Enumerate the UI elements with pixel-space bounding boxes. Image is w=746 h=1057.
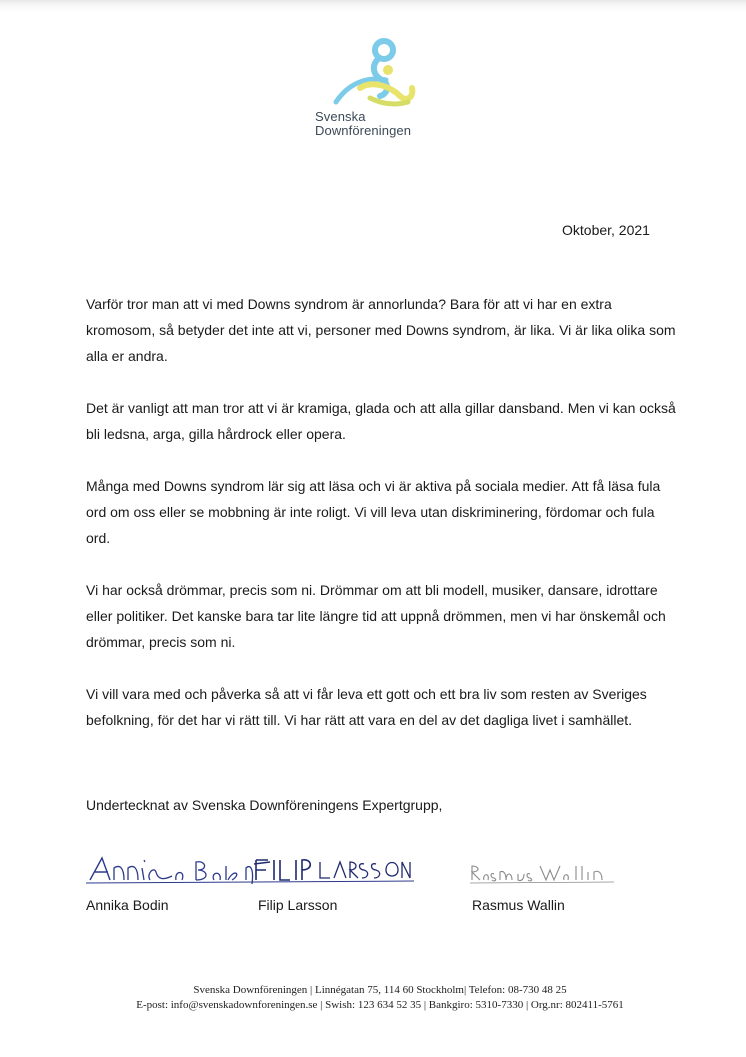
letter-date: Oktober, 2021 <box>562 222 650 238</box>
paragraph: Varför tror man att vi med Downs syndrom är annorlunda? Bara för att vi har en extra kromosom, så betyder det inte att vi, personer med Downs syndrom, är lika. Vi är lika olika som alla er andra. <box>86 296 676 364</box>
paragraph: Många med Downs syndrom lär sig att läsa och vi är aktiva på sociala medier. Att få läsa fula ord om oss eller se mobbning är inte roligt. Vi vill leva utan diskriminering, fördomar och fula ord. <box>86 478 661 546</box>
signature-filip-larsson <box>252 856 412 884</box>
signatory-name: Filip Larsson <box>258 897 338 913</box>
paragraph: Vi har också drömmar, precis som ni. Drömmar om att bli modell, musiker, dansare, idrottare eller politiker. Det kanske bara tar lite längre tid att uppnå drömmen, men vi har önskemål och drömmar, precis som ni. <box>86 582 666 650</box>
logo-line-2: Downföreningen <box>315 123 412 138</box>
signature-rasmus-wallin <box>468 862 618 888</box>
paragraph: Det är vanligt att man tror att vi är kramiga, glada och att alla gillar dansband. Men vi kan också bli ledsna, arga, gilla hårdrock eller opera. <box>86 400 676 442</box>
footer-contact: E-post: info@svenskadownforeningen.se | Swish: 123 634 52 35 | Bankgiro: 5310-7330 | Org.nr: 802411-5761 <box>136 999 624 1011</box>
organization-logo <box>310 36 440 148</box>
paragraph: Vi vill vara med och påverka så att vi får leva ett gott och ett bra liv som resten av Sveriges befolkning, för det har vi rätt till. Vi har rätt att vara en del av det dagliga livet i samhället. <box>86 686 647 728</box>
logo-line-1: Svenska <box>315 109 366 124</box>
logo-figure-icon <box>330 36 420 114</box>
signatory-name: Annika Bodin <box>86 897 169 913</box>
logo-wordmark <box>315 110 411 138</box>
footer-address: Svenska Downföreningen | Linnégatan 75, 114 60 Stockholm| Telefon: 08-730 48 25 <box>193 984 567 996</box>
letter-body <box>86 291 676 759</box>
signatory-name: Rasmus Wallin <box>472 897 565 913</box>
closing-line: Undertecknat av Svenska Downföreningens Expertgrupp, <box>86 797 443 813</box>
scan-edge <box>0 0 746 12</box>
